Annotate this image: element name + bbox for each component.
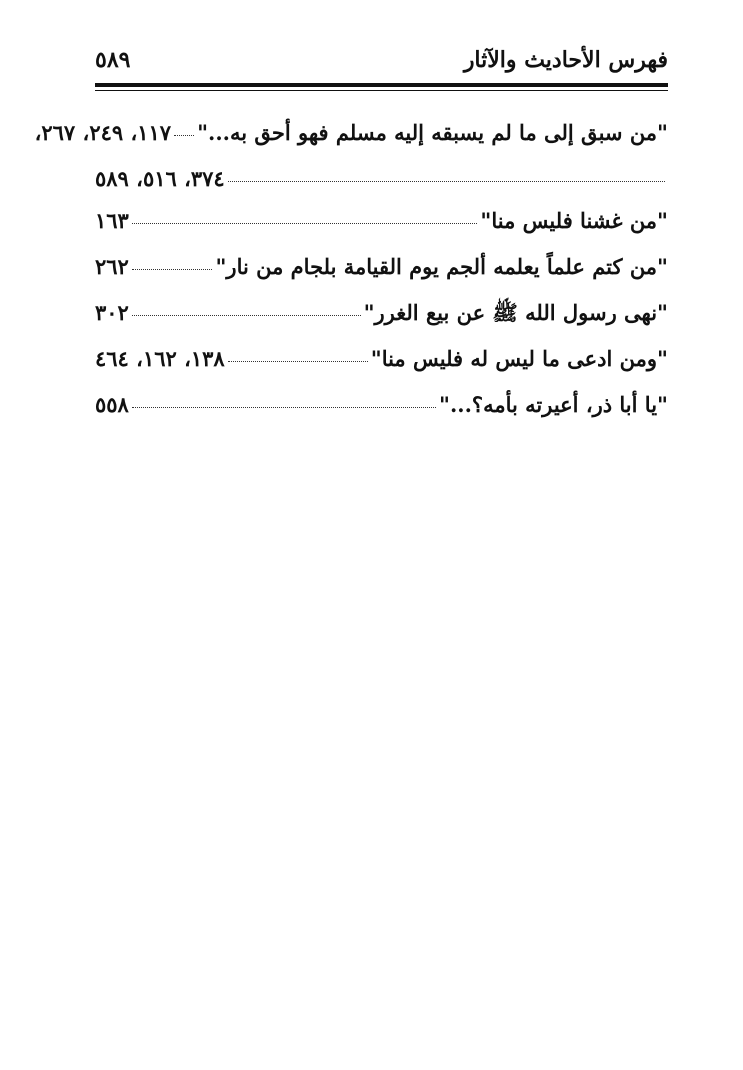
header-rule-thick	[95, 83, 668, 87]
index-entries	[34, 120, 668, 438]
leader-dots	[228, 361, 368, 362]
leader-dots	[174, 135, 194, 136]
page-header	[95, 44, 668, 76]
leader-dots	[132, 223, 478, 224]
page-references: ٢٦٢	[95, 254, 129, 279]
hadith-text: "من كتم علماً يعلمه ألجم يوم القيامة بلجام من نار"	[215, 254, 668, 279]
hadith-text: "نهى رسول الله ﷺ عن بيع الغرر"	[363, 300, 668, 325]
header-rule-thin	[95, 90, 668, 91]
index-entry	[95, 346, 668, 392]
page-references: ١٦٣	[95, 208, 129, 233]
page-references: ٥٥٨	[95, 392, 129, 417]
hadith-text: "يا أبا ذر، أعيرته بأمه؟..."	[439, 392, 668, 417]
index-entry	[34, 120, 668, 166]
index-entry-continuation	[95, 166, 668, 208]
page-references: ١٣٨، ١٦٢، ٤٦٤	[95, 346, 225, 371]
hadith-text: "من غشنا فليس منا"	[480, 208, 668, 233]
leader-dots	[228, 181, 665, 182]
leader-dots	[132, 315, 361, 316]
header-title: فهرس الأحاديث والآثار	[463, 47, 668, 73]
index-entry	[95, 300, 668, 346]
index-entry	[95, 208, 668, 254]
index-entry	[95, 392, 668, 438]
hadith-text: "ومن ادعى ما ليس له فليس منا"	[370, 346, 668, 371]
hadith-text: "من سبق إلى ما لم يسبقه إليه مسلم فهو أحق به..."	[197, 120, 668, 145]
page-references: ١١٧، ٢٤٩، ٢٦٧،	[34, 120, 172, 145]
page-references: ٣٧٤، ٥١٦، ٥٨٩	[95, 166, 225, 191]
page-number: ٥٨٩	[95, 47, 131, 73]
leader-dots	[132, 407, 436, 408]
index-entry	[95, 254, 668, 300]
leader-dots	[132, 269, 213, 270]
page-references: ٣٠٢	[95, 300, 129, 325]
